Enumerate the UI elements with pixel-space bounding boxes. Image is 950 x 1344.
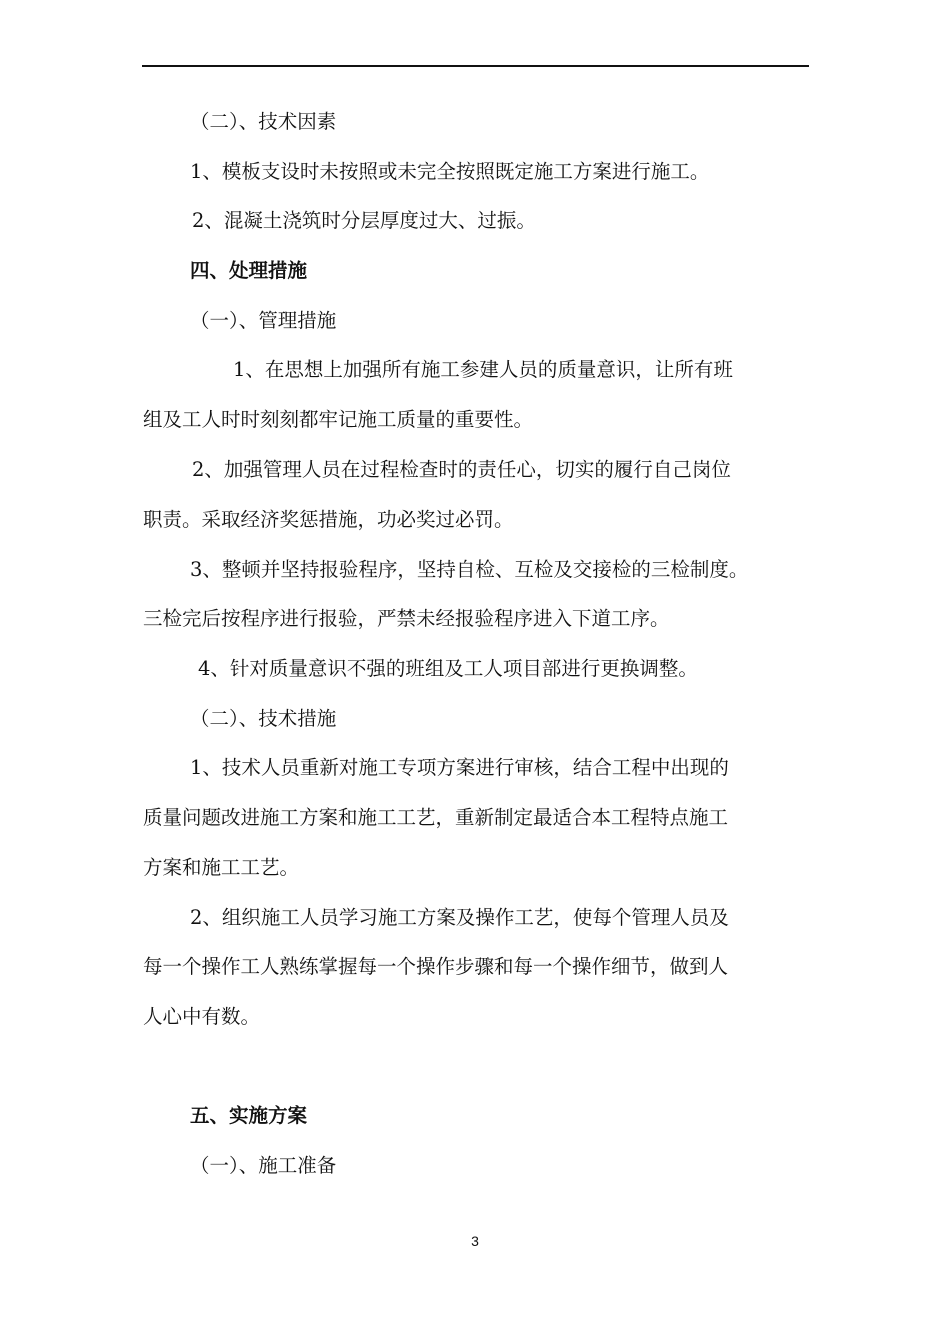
paragraph-line: 每一个操作工人熟练掌握每一个操作步骤和每一个操作细节，做到人 — [143, 955, 729, 978]
paragraph-line: 质量问题改进施工方案和施工工艺，重新制定最适合本工程特点施工 — [143, 806, 729, 829]
paragraph-line: 2、组织施工人员学习施工方案及操作工艺，使每个管理人员及 — [190, 906, 729, 929]
paragraph-line: 3、整顿并坚持报验程序，坚持自检、互检及交接检的三检制度。 — [190, 558, 749, 581]
subsection-heading-construction-preparation: （一）、施工准备 — [190, 1154, 337, 1177]
subsection-heading-technical-measures: （二）、技术措施 — [190, 707, 337, 730]
section-heading-implementation-plan: 五、实施方案 — [190, 1104, 308, 1127]
paragraph-line: 1、在思想上加强所有施工参建人员的质量意识，让所有班 — [233, 358, 733, 381]
paragraph-line: 4、针对质量意识不强的班组及工人项目部进行更换调整。 — [198, 657, 698, 680]
paragraph-line: 1、模板支设时未按照或未完全按照既定施工方案进行施工。 — [190, 160, 710, 183]
paragraph-line: 方案和施工工艺。 — [143, 856, 300, 879]
paragraph-line: 2、混凝土浇筑时分层厚度过大、过振。 — [192, 209, 536, 232]
page-number: 3 — [471, 1233, 479, 1249]
subsection-heading-management-measures: （一）、管理措施 — [190, 309, 337, 332]
paragraph-line: 人心中有数。 — [143, 1005, 261, 1028]
paragraph-line: 三检完后按程序进行报验，严禁未经报验程序进入下道工序。 — [143, 607, 670, 630]
subsection-heading-technical-factors: （二）、技术因素 — [190, 110, 337, 133]
header-rule — [142, 65, 809, 67]
paragraph-line: 1、技术人员重新对施工专项方案进行审核，结合工程中出现的 — [190, 756, 729, 779]
paragraph-line: 组及工人时时刻刻都牢记施工质量的重要性。 — [143, 408, 534, 431]
paragraph-line: 2、加强管理人员在过程检查时的责任心，切实的履行自己岗位 — [192, 458, 731, 481]
paragraph-line: 职责。采取经济奖惩措施，功必奖过必罚。 — [143, 508, 514, 531]
section-heading-handling-measures: 四、处理措施 — [190, 259, 308, 282]
